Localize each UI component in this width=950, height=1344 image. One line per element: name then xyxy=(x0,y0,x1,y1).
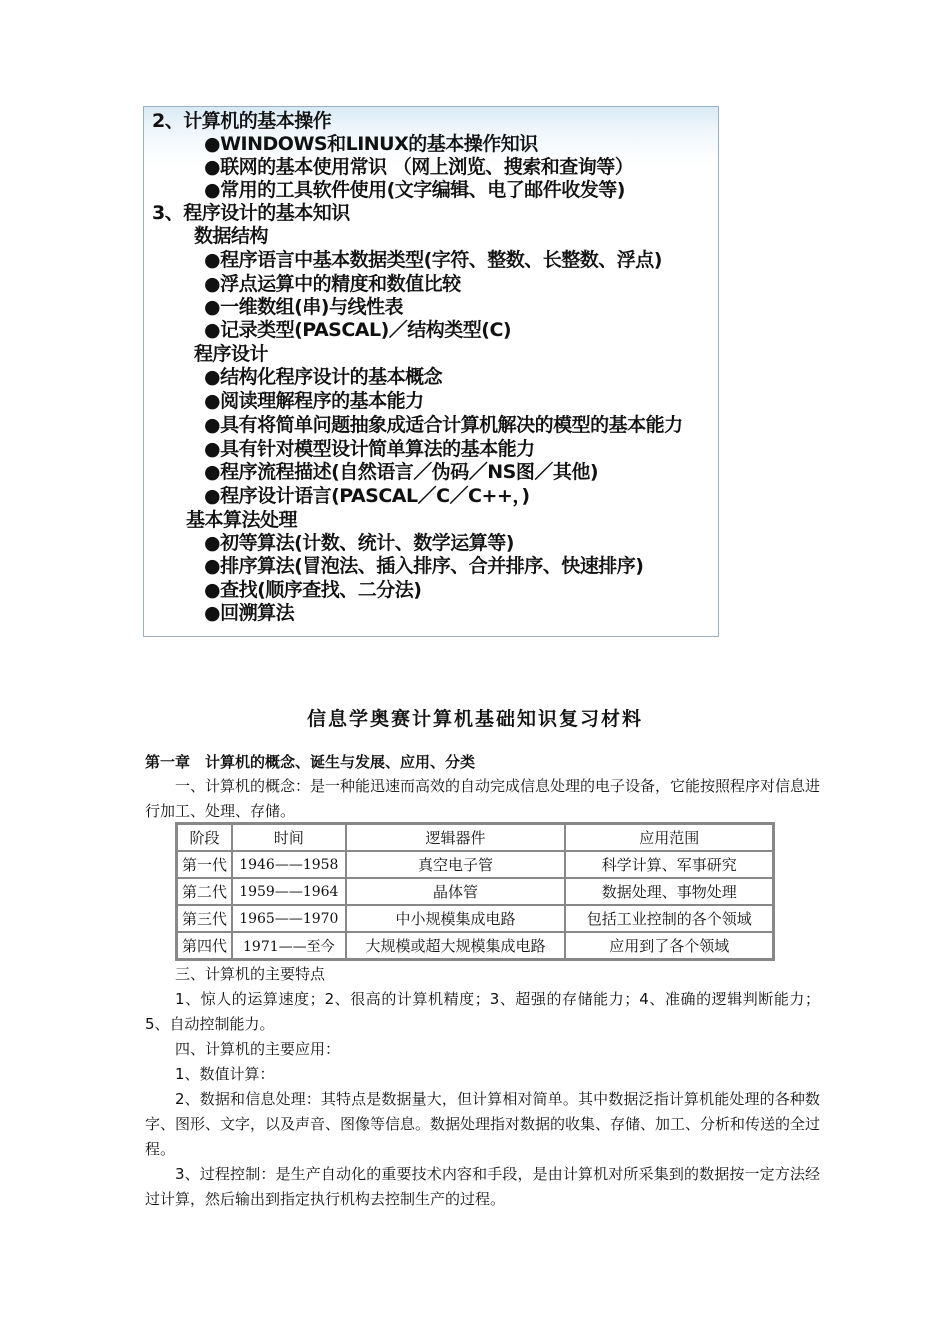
table-cell: 1946——1958 xyxy=(232,851,346,878)
paragraph-features: 1、惊人的运算速度；2、很高的计算机精度；3、超强的存储能力；4、准确的逻辑判断能力；5、自动控制能力。 xyxy=(145,990,820,1033)
generations-table xyxy=(175,822,775,961)
slide-line: ● 阅读理解程序的基本能力 xyxy=(204,390,424,413)
table-cell: 中小规模集成电路 xyxy=(346,905,566,932)
chapter-heading: 第一章 计算机的概念、诞生与发展、应用、分类 xyxy=(145,753,476,771)
table-header-cell: 应用范围 xyxy=(565,824,773,851)
table-cell: 第二代 xyxy=(177,878,232,905)
table-cell: 1971——至今 xyxy=(232,932,346,959)
slide-line: ● 浮点运算中的精度和数值比较 xyxy=(204,273,461,296)
slide-line: ● 初等算法(计数、统计、数学运算等) xyxy=(204,532,514,555)
slide-line: ● 排序算法(冒泡法、插入排序、合并排序、快速排序) xyxy=(204,555,643,578)
table-cell: 第三代 xyxy=(177,905,232,932)
slide-line: ● 结构化程序设计的基本概念 xyxy=(204,366,442,389)
paragraph-numeric: 1、数值计算： xyxy=(175,1065,275,1083)
slide-line: 2、计算机的基本操作 xyxy=(152,110,332,132)
table-cell: 第四代 xyxy=(177,932,232,959)
slide-line: ● 查找(顺序查找、二分法) xyxy=(204,579,421,602)
paragraph-features-heading: 三、计算机的主要特点 xyxy=(175,965,326,983)
table-cell: 应用到了各个领域 xyxy=(565,932,773,959)
table-row xyxy=(177,851,773,878)
paragraph-process-control: 3、过程控制：是生产自动化的重要技术内容和手段，是由计算机对所采集到的数据按一定方法经过计算，然后输出到指定执行机构去控制生产的过程。 xyxy=(145,1165,820,1208)
table-header-cell: 逻辑器件 xyxy=(346,824,566,851)
slide-line: 数据结构 xyxy=(194,225,269,247)
table-header-cell: 阶段 xyxy=(177,824,232,851)
slide-line: ● WINDOWS和LINUX的基本操作知识 xyxy=(204,133,538,156)
syllabus-slide-image xyxy=(143,106,719,637)
table-cell: 晶体管 xyxy=(346,878,566,905)
table-header-row xyxy=(177,824,773,851)
slide-line: ● 记录类型(PASCAL)／结构类型(C) xyxy=(204,319,511,342)
table-cell: 真空电子管 xyxy=(346,851,566,878)
document-title: 信息学奥赛计算机基础知识复习材料 xyxy=(306,708,643,730)
slide-line: ● 一维数组(串)与线性表 xyxy=(204,296,403,319)
table-cell: 1959——1964 xyxy=(232,878,346,905)
paragraph-concept: 一、计算机的概念：是一种能迅速而高效的自动完成信息处理的电子设备，它能按照程序对信息进行加工、处理、存储。 xyxy=(145,777,821,820)
table-cell: 1965——1970 xyxy=(232,905,346,932)
table-header-cell: 时间 xyxy=(232,824,346,851)
slide-line: 3、程序设计的基本知识 xyxy=(152,202,350,224)
table-cell: 科学计算、军事研究 xyxy=(565,851,773,878)
slide-line: 基本算法处理 xyxy=(186,509,298,531)
paragraph-data-processing: 2、数据和信息处理：其特点是数据量大，但计算相对简单。其中数据泛指计算机能处理的各种数字、图形、文字，以及声音、图像等信息。数据处理指对数据的收集、存储、加工、分析和传送的全过程。 xyxy=(145,1090,821,1158)
slide-line: ● 程序设计语言(PASCAL／C／C++，) xyxy=(204,485,530,508)
paragraph-applications-heading: 四、计算机的主要应用： xyxy=(175,1040,341,1058)
slide-line: ● 常用的工具软件使用(文字编辑、电了邮件收发等) xyxy=(204,179,625,202)
table-row xyxy=(177,932,773,959)
table-row xyxy=(177,905,773,932)
slide-line: ● 程序流程描述(自然语言／伪码／NS图／其他) xyxy=(204,461,598,484)
table-row xyxy=(177,878,773,905)
table-cell: 大规模或超大规模集成电路 xyxy=(346,932,566,959)
slide-line: ● 回溯算法 xyxy=(204,602,294,625)
table-cell: 第一代 xyxy=(177,851,232,878)
slide-line: ● 具有将简单问题抽象成适合计算机解决的模型的基本能力 xyxy=(204,414,683,437)
slide-line: ● 程序语言中基本数据类型(字符、整数、长整数、浮点) xyxy=(204,249,662,272)
table-cell: 包括工业控制的各个领域 xyxy=(565,905,773,932)
slide-line: ● 联网的基本使用常识 （网上浏览、搜索和查询等） xyxy=(204,156,633,179)
table-cell: 数据处理、事物处理 xyxy=(565,878,773,905)
slide-line: ● 具有针对模型设计简单算法的基本能力 xyxy=(204,438,535,461)
slide-line: 程序设计 xyxy=(194,343,269,365)
